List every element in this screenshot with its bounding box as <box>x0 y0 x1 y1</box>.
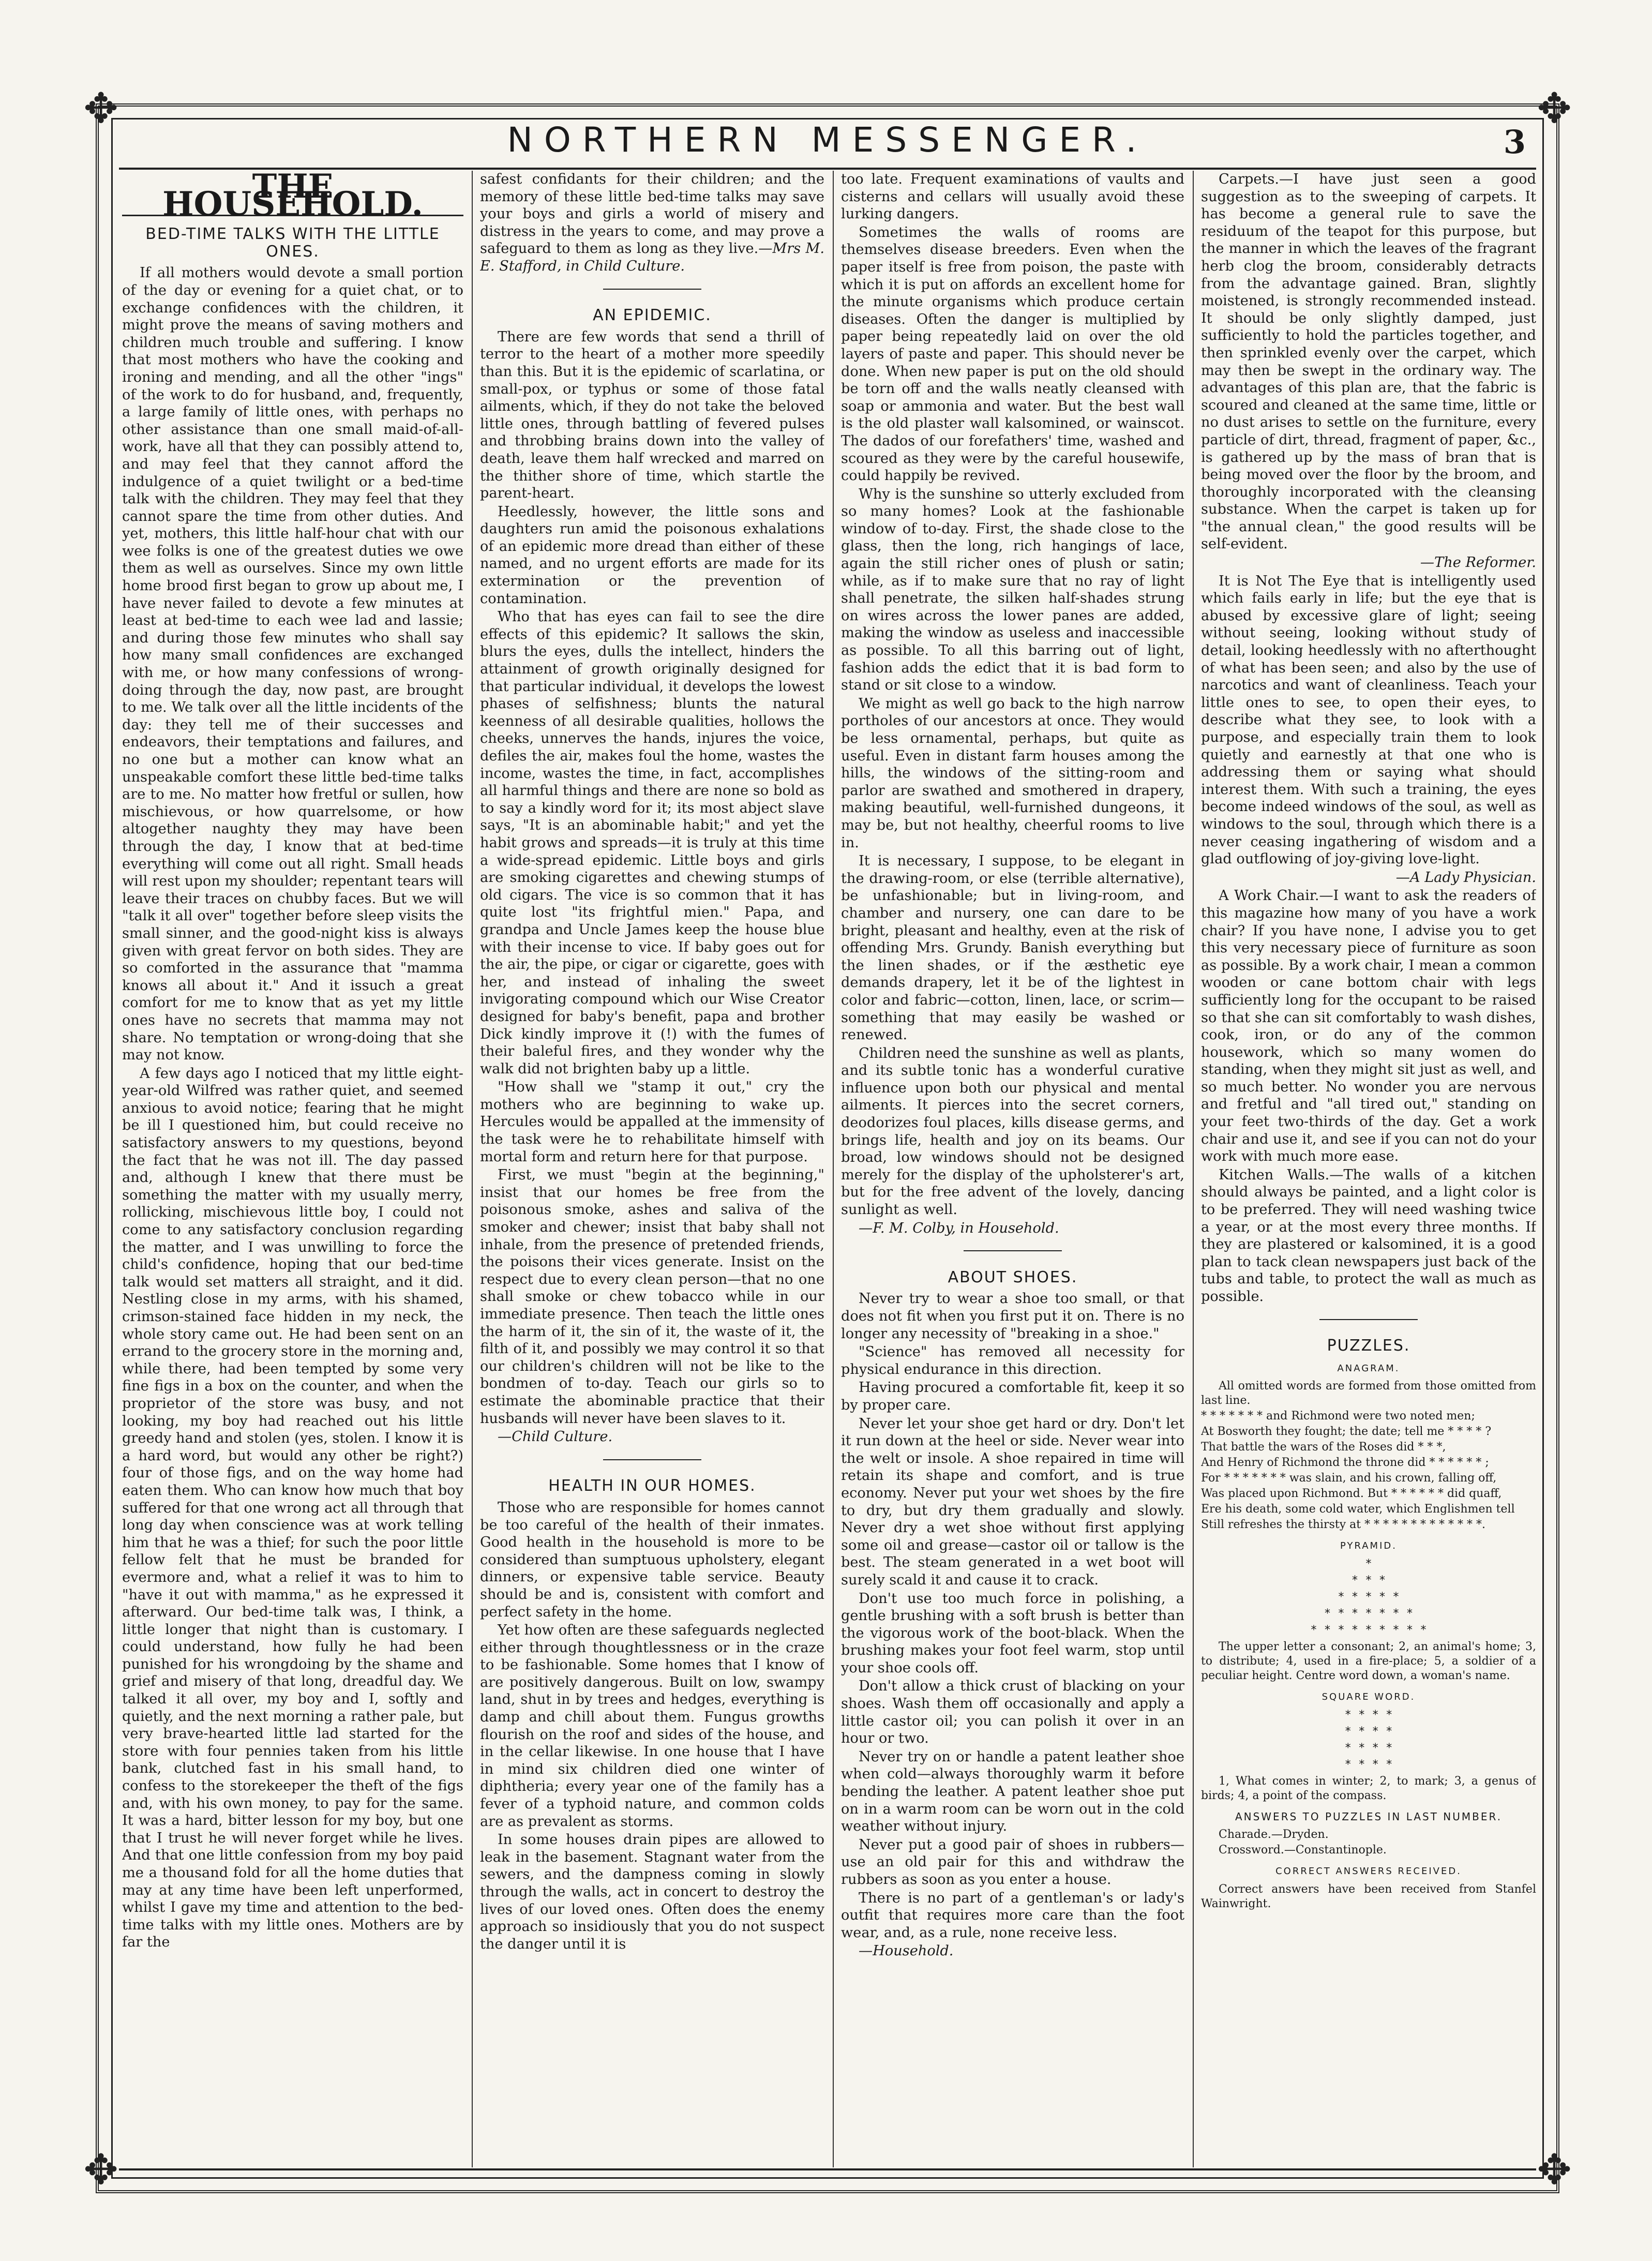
square-word-clue: 1, What comes in winter; 2, to mark; 3, a genus of birds; 4, a point of the compass. <box>1201 1774 1536 1802</box>
article-paragraph: Having procured a comfortable fit, keep it so by proper care. <box>841 1380 1184 1413</box>
column-4 <box>1201 171 1536 2167</box>
anagram-line: Ere his death, some cold water, which Englishmen tell <box>1201 1503 1515 1516</box>
article-paragraph: Heedlessly, however, the little sons and daughters run amid the poisonous exhalations of an epidemic more dread than either of these named, and no urgent efforts are made for its extermination or the prevention of contamination. <box>480 503 824 607</box>
anagram-line: * * * * * * * and Richmond were two noted men; <box>1201 1410 1475 1423</box>
article-paragraph: Never let your shoe get hard or dry. Don't let it run down at the heel or side. Never wear into the welt or insole. A shoe repaired in time will retain its shape and comfort, and is true economy. Never put your wet shoes by the fire to dry, but dry them gradually and slowly. Never dry a wet shoe without first applying some oil and grease—castor oil or tallow is the best. The steam generated in a wet boot will surely scald it and cause it to crack. <box>841 1415 1184 1588</box>
correct-answers-text: Correct answers have been received from Stanfel Wainwright. <box>1201 1882 1536 1910</box>
article-signature: —The Reformer. <box>1420 555 1536 571</box>
article-title: BED-TIME TALKS WITH THE LITTLE ONES. <box>145 225 440 261</box>
article-signature: —Household. <box>859 1943 954 1959</box>
article-signature: —Mrs M. E. Stafford, in Child Culture. <box>480 241 824 274</box>
article-paragraph: A Work Chair.—I want to ask the readers of this magazine how many of you have a work chair? If you have none, I advise you to get this very necessary piece of furniture as soon as possible. By a work chair, I mean a common wooden or cane bottom chair with legs sufficiently long for the occupant to be raised so that she can sit comfortably to wash dishes, cook, iron, or do any of the common housework, which so many women do standing, when they might sit just as well, and so much better. No wonder you are nervous and fretful and "all tired out," standing on your feet two-thirds of the day. Get a work chair and use it, and see if you can not do your work with much more ease. <box>1201 888 1536 1165</box>
section-headline: THE HOUSEHOLD. <box>122 178 463 216</box>
article-paragraph: Yet how often are these safeguards neglected either through thoughtlessness or in the craze to be fashionable. Some homes that I know of are positively dangerous. Built on low, swampy land, shut in by trees and hedges, everything is damp and chill about them. Fungus growths flourish on the roof and sides of the house, and in the cellar likewise. In one house that I have in mind six children died one winter of diphtheria; every year one of the family has a fever of a typhoid nature, and common colds are as prevalent as storms. <box>480 1622 824 1830</box>
article-paragraph: Sometimes the walls of rooms are themselves disease breeders. Even when the paper itself is free from poison, the paste with which it is put on affords an excellent home for the minute organisms which produce certain diseases. Often the danger is multiplied by paper being repeatedly laid on over the old layers of paste and paper. This should never be done. When new paper is put on the old should be torn off and the walls neatly cleansed with soap or ammonia and water. But the best wall is the old plaster wall kalsomined, or wainscot. The dados of our forefathers' time, washed and scoured as they were by the careful housewife, could happily be revived. <box>841 224 1184 484</box>
article-paragraph: Never try to wear a shoe too small, or that does not fit when you first put it on. There is no longer any necessity of "breaking in a shoe." <box>841 1291 1184 1342</box>
pyramid-row: * <box>1365 1557 1372 1570</box>
corner-ornament-icon: ✥ <box>83 84 118 132</box>
article-paragraph: In some houses drain pipes are allowed to leak in the basement. Stagnant water from the sewers, and the dampness coming in slowly through the walls, act in concert to destroy the lives of our loved ones. Often does the enemy approach so insidiously that you do not suspect the danger until it is <box>480 1832 824 1952</box>
pyramid-row: * * * * * * * <box>1324 1607 1414 1620</box>
column-divider <box>833 171 834 2167</box>
square-word-row: * * * * <box>1344 1758 1393 1771</box>
column-2 <box>480 171 824 2167</box>
article-paragraph: It is necessary, I suppose, to be elegant in the drawing-room, or else (terrible alternative), be unfashionable; but in living-room, and chamber and nursery, one can dare to be bright, pleasant and healthy, even at the risk of offending Mrs. Grundy. Banish everything but the linen shades, or if the æsthetic eye demands drapery, let it be of the lightest in color and fabric—cotton, linen, lace, or scrim—something that may easily be washed or renewed. <box>841 853 1184 1043</box>
pyramid-title: PYRAMID. <box>1340 1540 1397 1552</box>
anagram-title: ANAGRAM. <box>1337 1362 1400 1374</box>
article-paragraph: Don't allow a thick crust of blacking on your shoes. Wash them off occasionally and apply a little castor oil; you can polish it over in an hour or two. <box>841 1678 1184 1747</box>
corner-ornament-icon: ✥ <box>83 2146 118 2194</box>
article-title: AN EPIDEMIC. <box>593 306 712 325</box>
article-paragraph: Why is the sunshine so utterly excluded from so many homes? Look at the fashionable window of to-day. First, the shade close to the glass, then the long, rich hangings of lace, again the still richer ones of plush or satin; while, as if to make sure that no ray of light shall penetrate, the silken half-shades strung on wires across the lower panes are added, making the window as useless and inaccessible as possible. To all this barring out of light, fashion adds the edict that it is bad form to stand or sit close to a window. <box>841 486 1184 694</box>
article-paragraph: It is Not The Eye that is intelligently used which fails early in life; but the eye that is abused by excessive glare of light; seeing without seeing, looking without study of detail, looking heedlessly with no afterthought of what has been seen; and also by the use of narcotics and want of cleanliness. Teach your little ones to see, to open their eyes, to describe what they see, to look with a purpose, and especially train them to look quietly and earnestly at that one who is addressing them or saying what should interest them. With such a training, the eyes become indeed windows of the soul, as well as windows to the soul, through which there is a never ceasing ingathering of wisdom and a glad outflowing of joy-giving love-light. <box>1201 573 1536 867</box>
article-paragraph: Who that has eyes can fail to see the dire effects of this epidemic? It sallows the skin, blurs the eyes, dulls the intellect, hinders the attainment of growth originally designed for that particular individual, it develops the lowest phases of selfishness; blunts the natural keenness of all desirable qualities, hollows the cheeks, unnerves the hands, injures the voice, defiles the air, makes foul the home, wastes the income, wastes the time, in fact, accomplishes all harmful things and there are none so bold as to say a kindly word for it; its most abject slave says, "It is an abominable habit;" and yet the habit grows and spreads—it is truly at this time a wide-spread epidemic. Little boys and girls are smoking cigarettes and chewing stumps of old cigars. The vice is so common that it has quite lost "its frightful mien." Papa, and grandpa and Uncle James keep the house blue with their incense to vice. If baby goes out for the air, the pipe, or cigar or cigarette, goes with her, and instead of inhaling the sweet invigorating compound which our Wise Creator designed for baby's benefit, papa and brother Dick kindly improve it (!) with the fumes of their baleful fires, and they wonder why the walk did not brighten baby up a little. <box>480 609 824 1077</box>
square-word-row: * * * * <box>1344 1708 1393 1721</box>
square-word-title: SQUARE WORD. <box>1321 1691 1416 1702</box>
puzzles-title: PUZZLES. <box>1327 1337 1410 1355</box>
article-paragraph: There is no part of a gentleman's or lady's outfit that requires more care than the foot wear, and, as a rule, none receive less. <box>841 1890 1184 1941</box>
article-paragraph: We might as well go back to the high narrow portholes of our ancestors at once. They would be less ornamental, perhaps, but quite as useful. Even in distant farm houses among the hills, the windows of the sitting-room and parlor are swathed and smothered in drapery, making beautiful, well-furnished dungeons, it may be, but not healthy, cheerful rooms to live in. <box>841 695 1184 851</box>
answer-line: Crossword.—Constantinople. <box>1219 1844 1387 1857</box>
answers-title: ANSWERS TO PUZZLES IN LAST NUMBER. <box>1235 1810 1503 1823</box>
anagram-line: At Bosworth they fought; the date; tell me * * * * ? <box>1201 1425 1492 1439</box>
correct-answers-title: CORRECT ANSWERS RECEIVED. <box>1275 1866 1462 1877</box>
anagram-intro: All omitted words are formed from those omitted from last line. <box>1201 1380 1536 1407</box>
article-paragraph: Carpets.—I have just seen a good suggestion as to the sweeping of carpets. It has become a general rule to save the residuum of the teapot for this purpose, but the manner in which the leaves of the fragrant herb clog the broom, considerably detracts from the advantage gained. Bran, slightly moistened, is strongly recommended instead. It should be only slightly damped, just sufficiently to hold the particles together, and then sprinkled evenly over the carpet, which may then be swept in the ordinary way. The advantages of this plan are, that the fabric is scoured and cleaned at the same time, little or no dust arises to settle on the furniture, every particle of dirt, thread, fragment of paper, &c., is gathered up by the mass of bran that is being moved over the floor by the broom, and thoroughly incorporated with the cleansing substance. When the carpet is taken up for "the annual clean," the good results will be self-evident. <box>1201 171 1536 552</box>
anagram-line: Was placed upon Richmond. But * * * * * * did quaff, <box>1201 1487 1502 1501</box>
article-text: safest confidants for their children; and the memory of these little bed-time talks may save your boys and girls a world of misery and distress in the years to come, and may prove a safeguard to them as long as they live. <box>480 171 824 257</box>
square-word-row: * * * * <box>1344 1725 1393 1738</box>
masthead-rule <box>119 168 1536 170</box>
masthead <box>119 120 1536 171</box>
column-3 <box>841 171 1184 2167</box>
article-paragraph: Never put a good pair of shoes in rubbers—use an old pair for this and withdraw the rubbers as soon as you enter a house. <box>841 1836 1184 1888</box>
corner-ornament-icon: ✥ <box>1537 2146 1572 2194</box>
footer-rule <box>119 2168 1536 2170</box>
article-paragraph: too late. Frequent examinations of vaults and cisterns and cellars will usually avoid these lurking dangers. <box>841 171 1184 222</box>
article-paragraph: Kitchen Walls.—The walls of a kitchen should always be painted, and a light color is to be preferred. They will need washing twice a year, or at the most every three months. If they are plastered or kalsomined, it is a good plan to tack clean newspapers just back of the tubs and table, to protect the wall as much as possible. <box>1201 1166 1536 1305</box>
article-paragraph: Those who are responsible for homes cannot be too careful of the health of their inmates. Good health in the household is more to be considered than sumptuous upholstery, elegant dinners, or expensive table service. Beauty should be and is, consistent with comfort and perfect safety in the home. <box>480 1499 824 1620</box>
corner-ornament-icon: ✥ <box>1537 84 1572 132</box>
pyramid-clue: The upper letter a consonant; 2, an animal's home; 3, to distribute; 4, used in a fire-place; 5, a soldier of a peculiar height. Centre word down, a woman's name. <box>1201 1640 1536 1682</box>
column-divider <box>1193 171 1194 2167</box>
page-number: 3 <box>1503 123 1526 161</box>
separator <box>1201 1311 1536 1328</box>
article-paragraph: Children need the sunshine as well as plants, and its subtle tonic has a wonderful curative influence upon both our physical and mental ailments. It pierces into the secret corners, deodorizes foul places, kills disease germs, and brings life, health and joy on its beams. Our broad, low windows should not be designed merely for the display of the upholsterer's art, but for the free advent of the lovely, dancing sunlight as well. <box>841 1045 1184 1218</box>
pyramid-row: * * * <box>1351 1574 1386 1587</box>
article-paragraph <box>480 171 824 275</box>
article-paragraph: Never try on or handle a patent leather shoe when cold—always thoroughly warm it before bending the leather. A patent leather shoe put on in a warm room can be worn out in the cold weather without injury. <box>841 1748 1184 1835</box>
anagram-line: For * * * * * * * was slain, and his crown, falling off, <box>1201 1472 1497 1485</box>
anagram-line: And Henry of Richmond the throne did * * * * * * ; <box>1201 1456 1489 1470</box>
article-signature: —F. M. Colby, in Household. <box>859 1220 1059 1236</box>
pyramid-row: * * * * * * * * * <box>1310 1623 1427 1637</box>
square-word-row: * * * * <box>1344 1741 1393 1755</box>
column-divider <box>472 171 473 2167</box>
article-paragraph: "Science" has removed all necessity for physical endurance in this direction. <box>841 1344 1184 1377</box>
separator <box>480 1451 824 1469</box>
masthead-title: NORTHERN MESSENGER. <box>507 120 1148 160</box>
article-title: HEALTH IN OUR HOMES. <box>548 1477 756 1495</box>
article-paragraph: Don't use too much force in polishing, a gentle brushing with a soft brush is better than the vigorous work of the boot-black. When the brushing makes your foot feel warm, stop until your shoe cools off. <box>841 1590 1184 1676</box>
article-title: ABOUT SHOES. <box>948 1268 1078 1286</box>
separator <box>480 280 824 298</box>
pyramid-row: * * * * * <box>1338 1590 1400 1604</box>
article-paragraph: If all mothers would devote a small portion of the day or evening for a quiet chat, or to exchange confidences with the children, it might prove the means of saving mothers and children much trouble and suffering. I know that most mothers who have the cooking and ironing and mending, and all the other "ings" of the work to do for husband, and, frequently, a large family of little ones, with perhaps no other assistance than one small maid-of-all-work, have all that they can possibly attend to, and may feel that they cannot afford the indulgence of a quiet twilight or a bed-time talk with the children. They may feel that they cannot spare the time from other duties. And yet, mothers, this little half-hour chat with our wee folks is one of the greatest duties we owe them as well as ourselves. Since my own little home brood first began to grow up about me, I have never failed to devote a few minutes at least at bed-time to each wee lad and lassie; and during those few minutes who shall say how many small confidences are exchanged with me, or how many confessions of wrong-doing through the day, now past, are brought to me. We talk over all the little incidents of the day: they tell me of their successes and endeavors, their temptations and failures, and no one but a mother can know what an unspeakable comfort these little bed-time talks are to me. No matter how fretful or sullen, how mischievous, or how quarrelsome, or how altogether naughty they may have been through the day, I know that at bed-time everything will come out all right. Small heads will rest upon my shoulder; repentant tears will leave their traces on chubby faces. But we will "talk it all over" together before sleep visits the small sinner, and the good-night kiss is always given with great fervor on both sides. They are so comforted in the assurance that "mamma knows all about it." And it issuch a great comfort for me to know that as yet my little ones have no secrets that mamma may not share. No temptation or wrong-doing that she may not know. <box>122 265 463 1064</box>
anagram-line: Still refreshes the thirsty at * * * * * * * * * * * * *. <box>1201 1518 1485 1532</box>
anagram-line: That battle the wars of the Roses did * * *, <box>1201 1441 1446 1454</box>
separator <box>841 1242 1184 1260</box>
article-signature: —A Lady Physician. <box>1395 869 1536 886</box>
article-paragraph: First, we must "begin at the beginning," insist that our homes be free from the poisonous smoke, ashes and saliva of the smoker and chewer; insist that baby shall not inhale, from the presence of pretended friends, the poisons their vices generate. Insist on the respect due to every clean person—that no one shall smoke or chew tobacco while in our immediate presence. Then teach the little ones the harm of it, the sin of it, the waste of it, the filth of it, and possibly we may control it so that our children's children will not be like to the bondmen of to-day. Teach our girls so to estimate the abominable practice that their husbands will never have been slaves to it. <box>480 1167 824 1427</box>
article-paragraph: "How shall we "stamp it out," cry the mothers who are beginning to wake up. Hercules would be appalled at the immensity of the task were he to rehabilitate himself with mortal form and return here for that purpose. <box>480 1079 824 1165</box>
article-paragraph: There are few words that send a thrill of terror to the heart of a mother more speedily than this. But it is the epidemic of scarlatina, or small-pox, or typhus or some of those fatal ailments, which, if they do not take the beloved little ones, through battling of fevered pulses and throbbing brains down into the valley of death, leave them half wrecked and marred on the thither shore of time, which startle the parent-heart. <box>480 328 824 502</box>
article-paragraph: A few days ago I noticed that my little eight-year-old Wilfred was rather quiet, and seemed anxious to avoid notice; fearing that he might be ill I questioned him, but could receive no satisfactory answers to my questions, beyond the fact that he was not ill. The day passed and, although I knew that there must be something the matter with my usually merry, rollicking, mischievous little boy, I could not come to any satisfactory conclusion regarding the matter, and I was unwilling to force the child's confidence, hoping that our bed-time talk would set matters all straight, and it did. Nestling close in my arms, with his shamed, crimson-stained face hidden in my neck, the whole story came out. He had been sent on an errand to the grocery store in the morning and, while there, had been tempted by some very fine figs in a box on the counter, and when the proprietor of the store was busy, and not looking, my boy had reached out his little greedy hand and stolen (yes, stolen. I know it is a hard word, but would any other be right?) four of those figs, and on the way home had eaten them. Who can know how much that boy suffered for that one wrong act all through that long day when conscience was at work telling him that he was a thief; for such the poor little fellow felt that he must be branded for evermore and, what a relief it was to him to "have it out with mamma," as he expressed it afterward. Our bed-time talk was, I think, a little longer that night than is customary. I could understand, how fully he had been punished for his wrongdoing by the shame and grief and misery of that long, dreadful day. We talked it all over, my boy and I, softly and quietly, and the next morning a rather pale, but very brave-hearted little lad started for the store with four pennies taken from his little bank, clutched fast in his small hand, to confess to the storekeeper the theft of the figs and, with his own money, to pay for the same. It was a hard, bitter lesson for my boy, but one that I trust he will never forget while he lives. And that one little confession from my boy paid me a thousand fold for all the home duties that may at any time have been left unperformed, whilst I gave my time and attention to the bed-time talks with my little ones. Mothers are by far the <box>122 1065 463 1951</box>
answer-line: Charade.—Dryden. <box>1219 1828 1329 1841</box>
column-1 <box>122 171 463 2167</box>
article-signature: —Child Culture. <box>498 1429 613 1445</box>
